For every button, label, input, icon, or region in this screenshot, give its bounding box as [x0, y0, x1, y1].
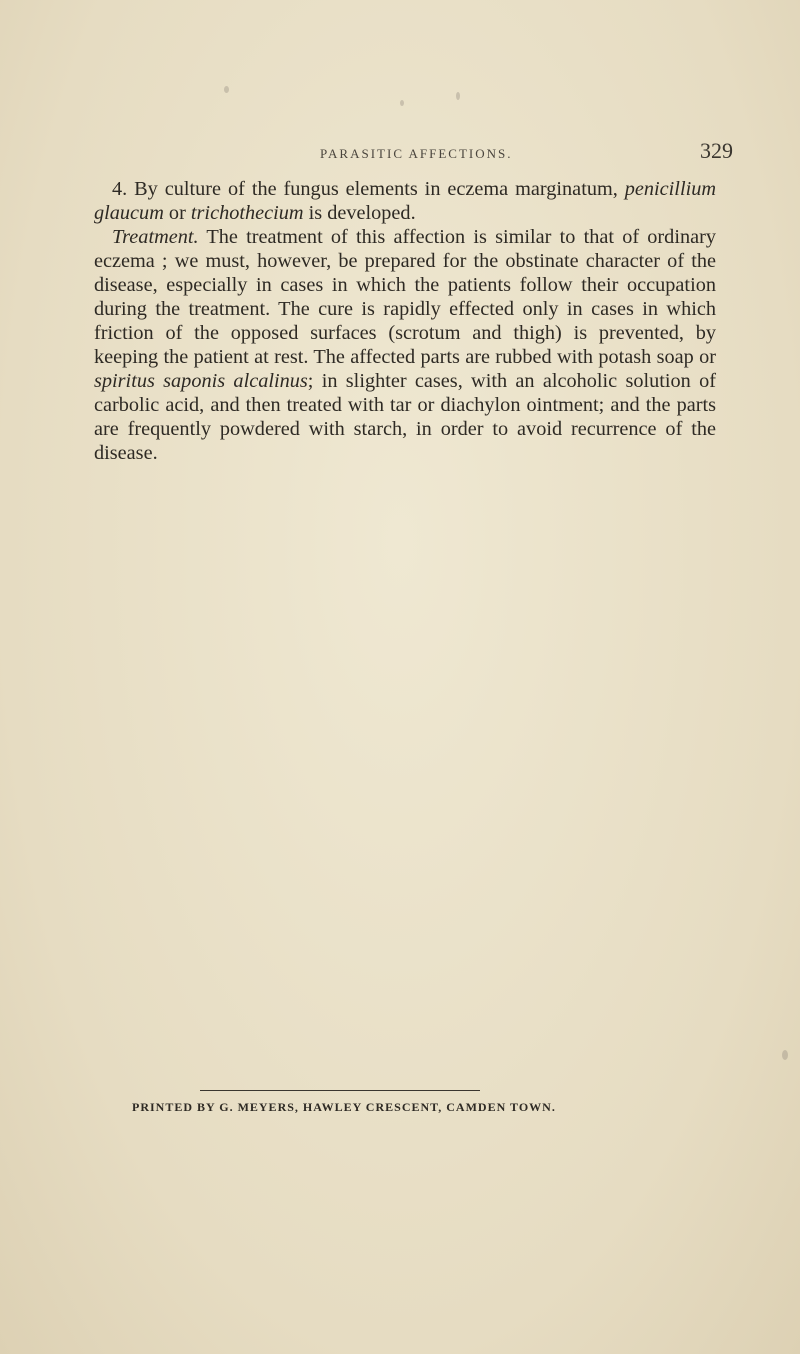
page-number: 329	[700, 138, 733, 163]
para1-tail: is developed.	[303, 202, 416, 224]
para1-lead: 4. By culture of the fungus elements in eczema marginatum,	[112, 178, 625, 200]
ink-speck	[400, 100, 404, 106]
paragraph-treatment	[94, 225, 716, 465]
printer-rule	[200, 1090, 480, 1091]
para2-text2: ; in slighter cases, with an alcoholic solution of carbolic acid, and then treated with tar or diachylon ointment; and the parts are frequently powdered with starch, in order to avoid recurrence of the disease.	[94, 370, 716, 464]
printer-imprint: PRINTED BY G. MEYERS, HAWLEY CRESCENT, CAMDEN TOWN.	[132, 1100, 556, 1114]
running-head: PARASITIC AFFECTIONS.	[320, 146, 513, 161]
body-text	[94, 177, 716, 465]
para1-italic-penicillium: penicillium glaucum	[94, 178, 716, 224]
paragraph-fungus-culture	[94, 177, 716, 225]
para2-italic-spiritus: spiritus saponis alcalinus	[94, 370, 308, 392]
treatment-label: Treatment.	[112, 226, 199, 248]
para2-text1: The treatment of this affection is similar to that of ordinary eczema ; we must, however, be prepared for the obstinate character of the disease, especially in cases in which the patients follow their occupation during the treatment. The cure is rapidly effected only in cases in which friction of the opposed surfaces (scrotum and thigh) is prevented, by keeping the patient at rest. The affected parts are rubbed with potash soap or	[94, 226, 716, 368]
ink-speck	[224, 86, 229, 93]
para1-italic-trichothecium: trichothecium	[190, 202, 304, 224]
ink-speck	[782, 1050, 788, 1060]
ink-speck	[456, 92, 460, 100]
para1-mid: or	[163, 202, 191, 224]
